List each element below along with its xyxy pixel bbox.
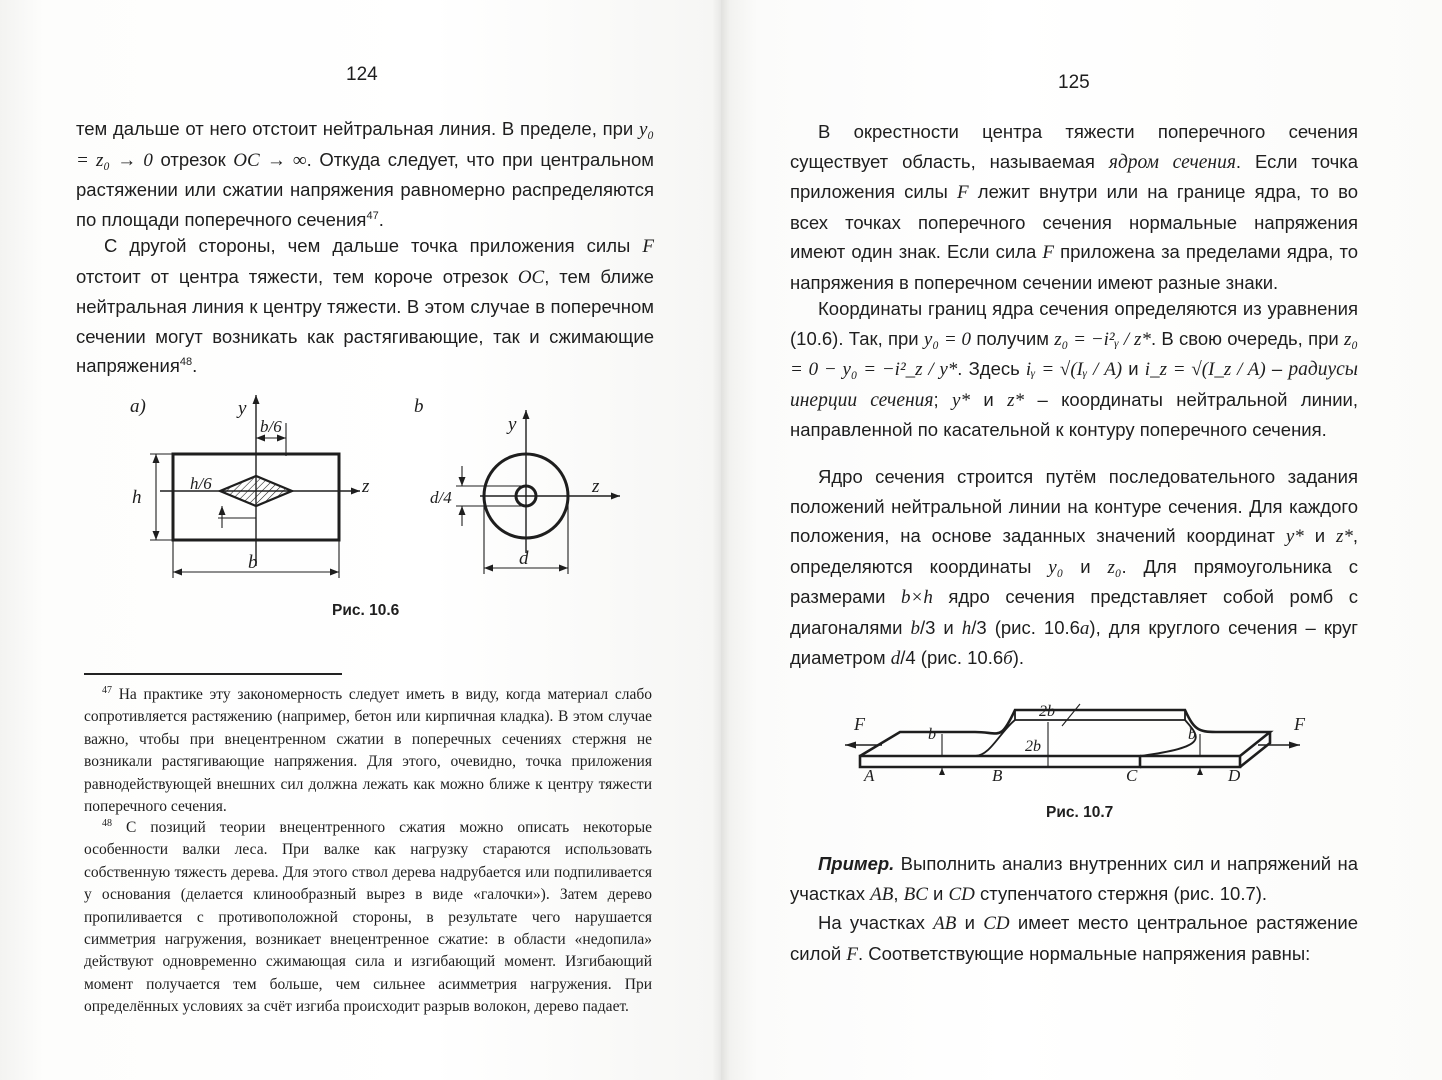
- figure-10-6-caption: Рис. 10.6: [332, 602, 400, 619]
- dim-d4-label: d/4: [430, 488, 452, 507]
- z-axis-label-a: z: [362, 476, 370, 497]
- right-paragraph-example: Пример. Выполнить анализ внутренних сил и напряжений на участках AB, BC и CD ступенчатого стержня (рис. 10.7).: [790, 853, 1358, 905]
- dim-2b-top-label: 2b: [1039, 703, 1055, 720]
- figure-10-7: [840, 692, 1340, 792]
- bar-top-outline: [860, 710, 1270, 756]
- footnote-47: $^{47}$ На практике эту закономерность следует иметь в виду, когда материал слабо сопротивляется растяжению (например, бетон или кирпичная кладка). В этом случае важно, чтобы при внецентренном сжатии в поперечных сечениях стержня не возникали растягивающие напряжения. Для этого, очевидно, точка приложения равнодействующей внешних сил должна лежать как можно ближе к центру тяжести поперечного сечения.: [84, 684, 652, 816]
- point-B-label: B: [992, 766, 1003, 785]
- figure-10-7-caption: Рис. 10.7: [1046, 804, 1114, 821]
- term-radius: радиусы инерции сечения: [790, 359, 1358, 411]
- dim-2b-mid-label: 2b: [1025, 738, 1041, 755]
- point-A-label: A: [864, 766, 875, 785]
- dim-2b-top: [1062, 704, 1080, 726]
- z-axis-label-b: z: [592, 476, 600, 497]
- footnote-48: $^{48}$ С позиций теории внецентренного сжатия можно описать некоторые особенности валки леса. При валке как нагрузку стараются использовать собственную тяжесть дерева. Для этого ствол дерева надрубается или подпиливается у основания (делается клинообразный вырез в виде «галочки»). Затем дерево пропиливается с противоположной стороны, в результате чего нарушается симметрия нагружения, возникает внецентренное сжатие: в области «недопила» действуют одновременно сжимающая сила и изгибающий момент. Изгибающий момент получается тем больше, чем сильнее асимметрия нагружения. При определённых условиях за счёт изгиба происходит разрыв волокон, дерево падает.: [84, 817, 652, 1016]
- term-core: ядром сечения: [1108, 151, 1236, 173]
- point-C-label: C: [1126, 766, 1138, 785]
- fig-label-a: а): [130, 396, 146, 417]
- footnote-ref-47: 47: [366, 209, 379, 222]
- fig-label-b: b: [414, 396, 424, 417]
- dim-h6-label: h/6: [190, 474, 212, 493]
- dim-b6-label: b/6: [260, 417, 282, 436]
- figure-10-6: [110, 388, 650, 593]
- page-number-right: 125: [1058, 72, 1090, 93]
- core-rhombus: [220, 476, 292, 506]
- example-lead: Пример.: [818, 853, 895, 874]
- right-paragraph-2: Координаты границ ядра сечения определяются из уравнения (10.6). Так, при y₀ = 0 получим z₀ = −i²ᵧ / z*. В свою очередь, при z₀ = 0 − y₀ = −i²_z / y*. Здесь iᵧ = √(Iᵧ / A) и i_z = √(I_z / A) – радиусы инерции сечения; y* и z* – координаты нейтральной линии, направленной по касательной к контуру поперечного сечения.: [790, 298, 1359, 440]
- stepped-bar: [860, 710, 1270, 767]
- point-D-label: D: [1228, 766, 1241, 785]
- footnote-separator: [84, 673, 342, 675]
- force-left-label: F: [854, 714, 865, 734]
- dim-b-label: b: [248, 552, 258, 573]
- force-right-label: F: [1294, 714, 1305, 734]
- left-paragraph-1: тем дальше от него отстоит нейтральная линия. В пределе, при y₀ = z₀ → 0 отрезок OC → ∞. Откуда следует, что при центральном растяжении или сжатии напряжения равномерно распределяются по площади поперечного сечения$^{47}$.: [76, 118, 654, 230]
- y-axis-label-b: y: [508, 414, 517, 435]
- y-axis-label-a: y: [238, 398, 247, 419]
- dim-h-label: h: [132, 487, 142, 508]
- right-paragraph-5: На участках AB и CD имеет место центральное растяжение силой F. Соответствующие нормальные напряжения равны:: [790, 912, 1358, 965]
- dim-b-right-label: b: [1188, 726, 1196, 743]
- dim-b-left-label: b: [928, 726, 936, 743]
- footnote-ref-48: 48: [179, 355, 193, 368]
- book-gutter: [712, 0, 730, 1080]
- right-paragraph-1: В окрестности центра тяжести поперечного сечения существует область, называемая ядром сечения. Если точка приложения силы F лежит внутри или на границе ядра, то во всех точках поперечного сечения нормальные напряжения имеют один знак. Если сила F приложена за пределами ядра, то напряжения в поперечном сечении имеют разные знаки.: [790, 121, 1359, 293]
- left-paragraph-2: С другой стороны, чем дальше точка приложения силы F отстоит от центра тяжести, тем короче отрезок OC, тем ближе нейтральная линия к центру тяжести. В этом случае в поперечном сечении могут возникать как растягивающие, так и сжимающие напряжения$^{48}$.: [76, 235, 654, 376]
- dim-d-label: d: [519, 548, 529, 569]
- page-number-left: 124: [346, 64, 378, 85]
- right-paragraph-3: Ядро сечения строится путём последовательного задания положений нейтральной линии на контуре сечения. Для каждого положения, на основе заданных значений координат y* и z*, определяются координаты y₀ и z₀. Для прямоугольника с размерами b×h ядро сечения представляет собой ромб с диагоналями b/3 и h/3 (рис. 10.6а), для круглого сечения – круг диаметром d/4 (рис. 10.6б).: [790, 466, 1359, 669]
